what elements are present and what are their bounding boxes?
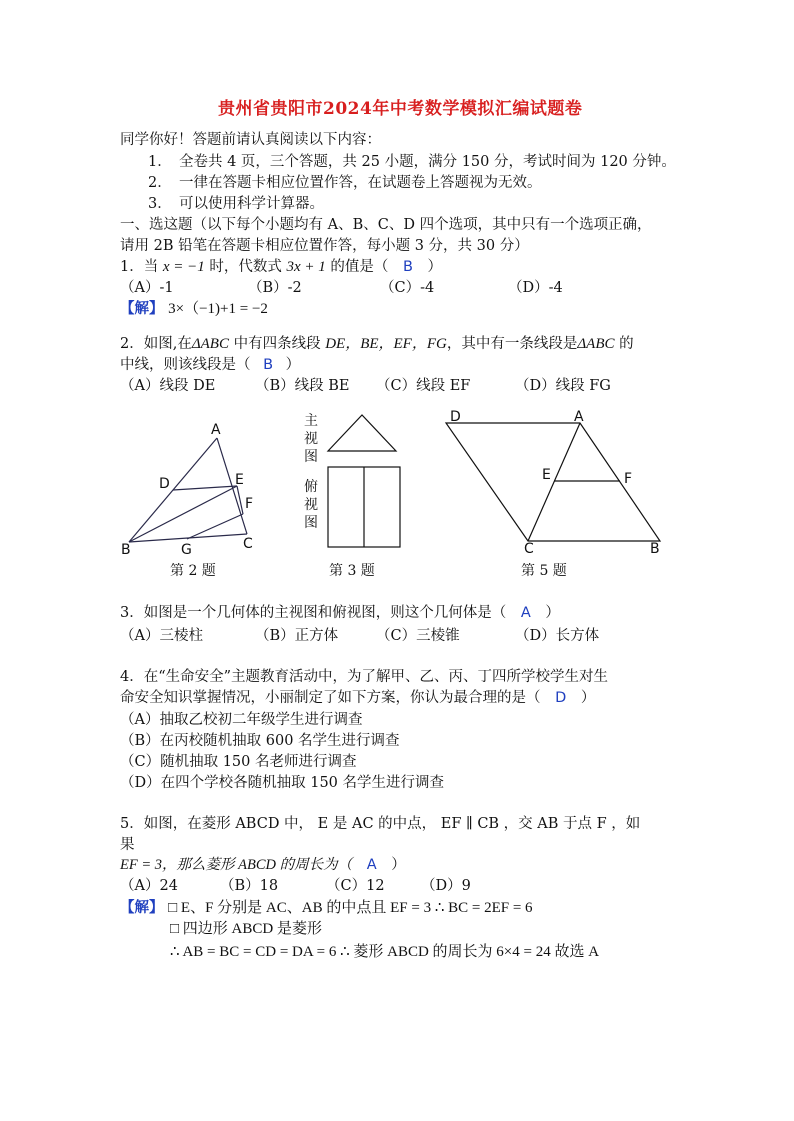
q4-close: ） — [580, 690, 596, 706]
q4-option-b: （B）在丙校随机抽取 600 名学生进行调查 — [120, 733, 400, 749]
q2-line1-prefix: 2．如图,在 — [120, 336, 192, 352]
figure-q2-triangle — [115, 418, 275, 558]
q1-stem-suffix: 的值是（ — [330, 259, 389, 275]
q2-close: ） — [285, 357, 301, 373]
fig2-label-f: F — [245, 496, 254, 512]
q1-answer: B — [402, 259, 413, 275]
q2-option-d: （D）线段 FG — [515, 378, 611, 394]
q5-option-d: （D）9 — [421, 878, 471, 894]
q1-close: ） — [427, 259, 443, 275]
q5-line1: 5．如图，在菱形 ABCD 中， E 是 AC 的中点， EF ∥ CB ，交 AB 于点 F ，如 — [120, 816, 641, 832]
rule-3: 3． 可以使用科学计算器。 — [148, 196, 324, 212]
q5-option-a: （A）24 — [120, 878, 178, 894]
fig2-segment-de — [173, 486, 237, 490]
section-heading-line2: 请用 2B 铅笔在答题卡相应位置作答，每小题 3 分，共 30 分） — [120, 238, 529, 254]
rule-2: 2． 一律在答题卡相应位置作答，在试题卷上答题视为无效。 — [148, 175, 542, 191]
q2-line2 — [120, 353, 300, 374]
q2-line1 — [120, 332, 634, 353]
q4-line2-text: 命安全知识掌握情况，小丽制定了如下方案，你认为最合理的是（ — [120, 690, 541, 706]
q5-line3-prefix: EF = 3，那么菱形 ABCD 的周长为（ — [120, 857, 353, 873]
q2-line1-mid: 中有四条线段 — [233, 336, 321, 352]
fig5-label-e: E — [542, 467, 551, 483]
q3-answer: A — [520, 605, 531, 621]
fig2-label-a: A — [211, 422, 221, 438]
q3-stem-text: 3．如图是一个几何体的主视图和俯视图，则这个几何体是（ — [120, 605, 507, 621]
q1-option-c: （C）-4 — [380, 280, 435, 296]
q5-solution-line2: □ 四边形 ABCD 是菱形 — [170, 921, 322, 937]
fig3-top-char-3: 图 — [304, 515, 318, 531]
q5-close: ） — [391, 857, 406, 873]
q4-line1: 4．在“生命安全”主题教育活动中，为了解甲、乙、丙、丁四所学校学生对生 — [120, 669, 609, 685]
fig3-top-char-1: 俯 — [304, 479, 318, 495]
q5-solution-line3: ∴ AB = BC = CD = DA = 6 ∴ 菱形 ABCD 的周长为 6×4 = 24 故选 A — [170, 944, 600, 960]
q2-line1-end: 的 — [619, 336, 634, 352]
q1-stem-prefix: 1．当 — [120, 259, 159, 275]
q5-answer: A — [366, 857, 377, 873]
q2-option-c: （C）线段 EF — [376, 378, 471, 394]
q4-line2 — [120, 686, 595, 707]
fig3-front-char-1: 主 — [304, 413, 318, 429]
fig2-label-e: E — [235, 472, 244, 488]
q1-option-b: （B）-2 — [248, 280, 302, 296]
fig2-segment-be — [129, 486, 237, 542]
figure-q3-views — [300, 405, 420, 555]
q1-option-a: （A）-1 — [120, 280, 174, 296]
section-heading-line1: 一、选这题（以下每个小题均有 A、B、C、D 四个选项，其中只有一个选项正确， — [120, 217, 652, 233]
q4-option-c: （C）随机抽取 150 名老师进行调查 — [120, 754, 357, 770]
q2-line1-tail: ，其中有一条线段是 — [446, 336, 578, 352]
q2-answer: B — [263, 357, 274, 373]
fig3-front-char-2: 视 — [304, 431, 318, 447]
q1-stem-math1: x = −1 — [162, 259, 205, 275]
q3-option-b: （B）正方体 — [255, 628, 339, 644]
q5-solution-line1 — [120, 896, 533, 917]
q4-option-a: （A）抽取乙校初二年级学生进行调查 — [120, 712, 363, 728]
q1-stem-math2: 3x + 1 — [286, 259, 326, 275]
q2-option-b: （B）线段 BE — [255, 378, 350, 394]
page-title: 贵州省贵阳市2024年中考数学模拟汇编试题卷 — [218, 99, 583, 119]
q5-line3 — [120, 853, 406, 874]
q1-jie-label: 【解】 — [120, 300, 164, 317]
fig5-label-c: C — [524, 541, 534, 555]
q5-option-c: （C）12 — [326, 878, 385, 894]
q1-solution — [120, 297, 268, 318]
fig5-label-f: F — [624, 471, 633, 487]
q5-option-b: （B）18 — [220, 878, 279, 894]
q1-stem — [120, 255, 442, 276]
q1-option-d: （D）-4 — [508, 280, 563, 296]
fig2-caption: 第 2 题 — [170, 563, 216, 579]
greeting: 同学你好！答题前请认真阅读以下内容： — [120, 132, 381, 148]
fig2-label-b: B — [121, 542, 131, 558]
fig5-label-b: B — [650, 541, 660, 555]
rule-1: 1． 全卷共 4 页，三个答题，共 25 小题，满分 150 分，考试时间为 120 分钟。 — [148, 154, 676, 170]
fig5-label-a: A — [574, 409, 584, 425]
q3-stem — [120, 601, 560, 622]
q3-option-d: （D）长方体 — [515, 628, 600, 644]
fig2-label-g: G — [181, 542, 192, 558]
q3-option-a: （A）三棱柱 — [120, 628, 203, 644]
fig5-caption: 第 5 题 — [521, 563, 567, 579]
fig5-diagonal-ac — [528, 423, 580, 541]
q1-solution-text: 3×（−1)+1 = −2 — [168, 301, 268, 317]
q5-solution-text1: □ E、F 分别是 AC、AB 的中点且 EF = 3 ∴ BC = 2EF = 6 — [168, 900, 533, 916]
q1-stem-mid: 时，代数式 — [209, 259, 282, 275]
fig3-top-char-2: 视 — [304, 497, 318, 513]
q4-answer: D — [555, 690, 567, 706]
q4-option-d: （D）在四个学校各随机抽取 150 名学生进行调查 — [120, 775, 445, 791]
q5-jie-label: 【解】 — [120, 899, 164, 916]
fig3-front-char-3: 图 — [304, 449, 318, 465]
q2-line2-prefix: 中线，则该线段是（ — [120, 357, 251, 373]
fig5-label-d: D — [450, 409, 461, 425]
fig3-caption: 第 3 题 — [329, 563, 375, 579]
q5-line2: 果 — [120, 837, 135, 853]
fig3-front-view-triangle — [328, 415, 396, 451]
q3-close: ） — [545, 605, 560, 621]
q2-line1-math2: ΔABC — [577, 336, 615, 352]
figure-q5-rhombus — [440, 405, 670, 555]
fig2-label-c: C — [243, 536, 253, 552]
q2-line1-math: ΔABC — [191, 336, 229, 352]
q3-option-c: （C）三棱锥 — [376, 628, 460, 644]
q2-line1-segments: DE，BE，EF，FG — [325, 336, 447, 352]
fig2-label-d: D — [159, 476, 170, 492]
q2-option-a: （A）线段 DE — [120, 378, 216, 394]
